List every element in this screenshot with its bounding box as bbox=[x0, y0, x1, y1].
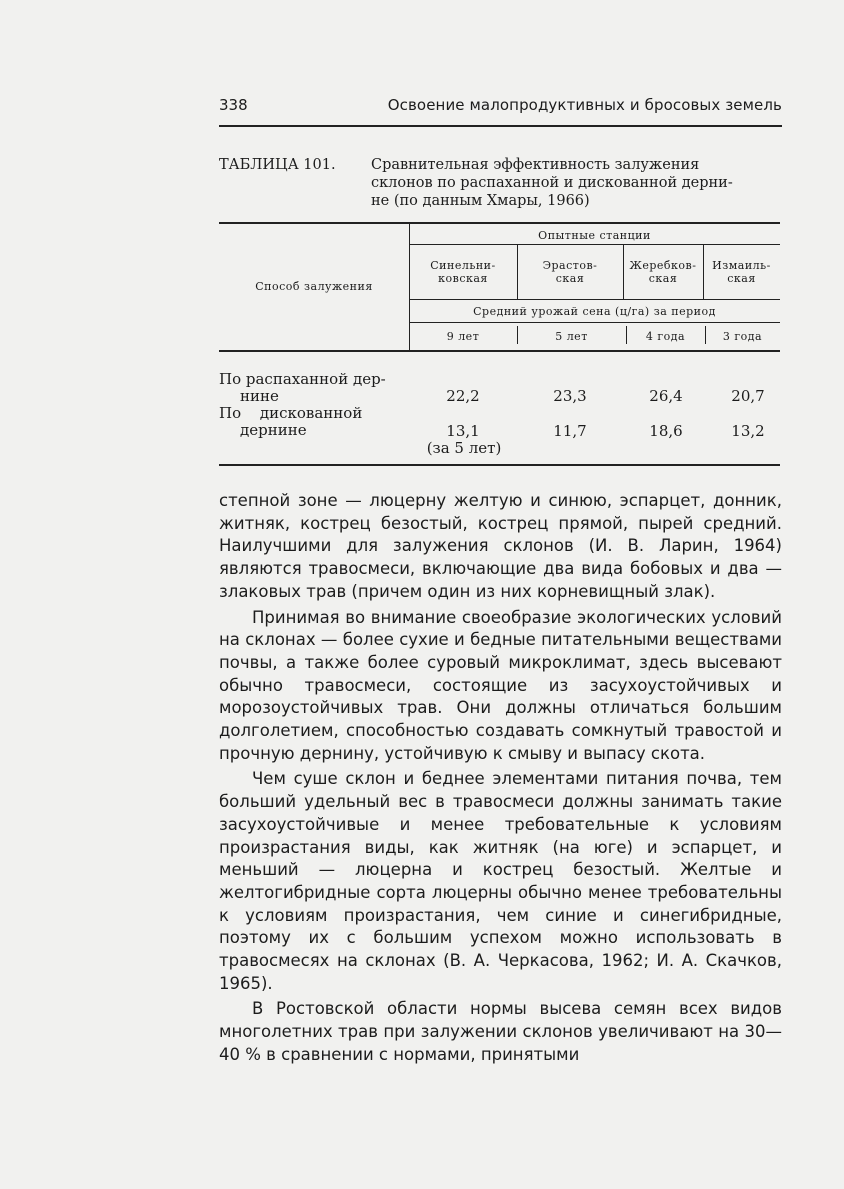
table-divider bbox=[409, 299, 780, 300]
table-cell: 11,7 bbox=[553, 422, 587, 440]
column-header-method: Способ залужения bbox=[255, 280, 373, 293]
station-header: Эрастов- ская bbox=[542, 259, 598, 285]
paragraph: Чем суше склон и беднее элементами питания почва, тем больший удельный вес в травосмеси должны занимать такие засухоустойчивые и менее требовательные к условиям произрастания виды, как житняк (на юге) и эспарцет, и меньший — люцерна и кострец безостый. Желтые и желтогибридные сорта люцерны обычно менее требовательны к условиям произрастания, чем синие и синегибридные, поэтому их с большим успехом можно использовать в травосмесях на склонах (В. А. Черкасова, 1962; И. А. Скачков, 1965). bbox=[219, 769, 782, 993]
table-cell: 22,2 bbox=[446, 387, 480, 405]
period-header: 5 лет bbox=[555, 330, 588, 343]
running-header bbox=[219, 96, 782, 122]
yield-header: Средний урожай сена (ц/га) за период bbox=[473, 305, 716, 318]
station-header: Жеребков- ская bbox=[629, 259, 697, 285]
paragraph: В Ростовской области нормы высева семян всех видов многолетних трав при залужении склонов увеличивают на 30—40 % в сравнении с нормами, принятыми bbox=[219, 999, 782, 1064]
table-cell: 13,2 bbox=[731, 422, 765, 440]
period-header: 4 года bbox=[645, 330, 686, 343]
caption-line: не (по данным Хмары, 1966) bbox=[371, 193, 590, 209]
table-cell: 20,7 bbox=[731, 387, 765, 405]
table-bottom-rule bbox=[219, 464, 780, 466]
table-cell: 26,4 bbox=[649, 387, 683, 405]
table-cell: 23,3 bbox=[553, 387, 587, 405]
table-header-rule bbox=[219, 350, 780, 352]
page-number: 338 bbox=[219, 96, 248, 114]
table-title bbox=[371, 156, 781, 210]
table-cell: 13,1 bbox=[446, 422, 480, 440]
group-header-stations: Опытные станции bbox=[538, 229, 651, 242]
station-header: Синельни- ковская bbox=[430, 259, 496, 285]
table-divider bbox=[409, 322, 780, 323]
table-cell: 18,6 bbox=[649, 422, 683, 440]
table-cell-note: (за 5 лет) bbox=[426, 439, 502, 457]
body-text bbox=[219, 490, 782, 1067]
running-title: Освоение малопродуктивных и бросовых земель bbox=[387, 96, 782, 114]
caption-line: склонов по распаханной и дискованной дерни- bbox=[371, 175, 733, 191]
paragraph: Принимая во внимание своеобразие экологических условий на склонах — более сухие и бедные питательными веществами почвы, а также более суровый микроклимат, здесь высевают обычно травосмеси, состоящие из засухоустойчивых и морозоустойчивых трав. Они должны отличаться большим долголетием, способностью создавать сомкнутый травостой и прочную дернину, устойчивую к смыву и выпасу скота. bbox=[219, 607, 782, 763]
row-method: По дискованной дернине bbox=[219, 404, 363, 439]
period-header: 3 года bbox=[722, 330, 763, 343]
table-divider bbox=[409, 244, 780, 245]
row-method: По распаханной дер- нине bbox=[219, 370, 386, 405]
caption-line: Сравнительная эффективность залужения bbox=[371, 157, 700, 173]
table-top-rule bbox=[219, 222, 780, 224]
period-header: 9 лет bbox=[446, 330, 480, 343]
header-rule bbox=[219, 125, 782, 127]
table-label: ТАБЛИЦА 101. bbox=[219, 157, 336, 173]
station-header: Измаиль- ская bbox=[712, 259, 771, 285]
paragraph: степной зоне — люцерну желтую и синюю, эспарцет, донник, житняк, кострец безостый, кострец прямой, пырей средний. Наилучшими для залужения склонов (И. В. Ларин, 1964) являются травосмеси, включающие два вида бобовых и два —злаковых трав (причем один из них корневищный злак). bbox=[219, 491, 782, 601]
